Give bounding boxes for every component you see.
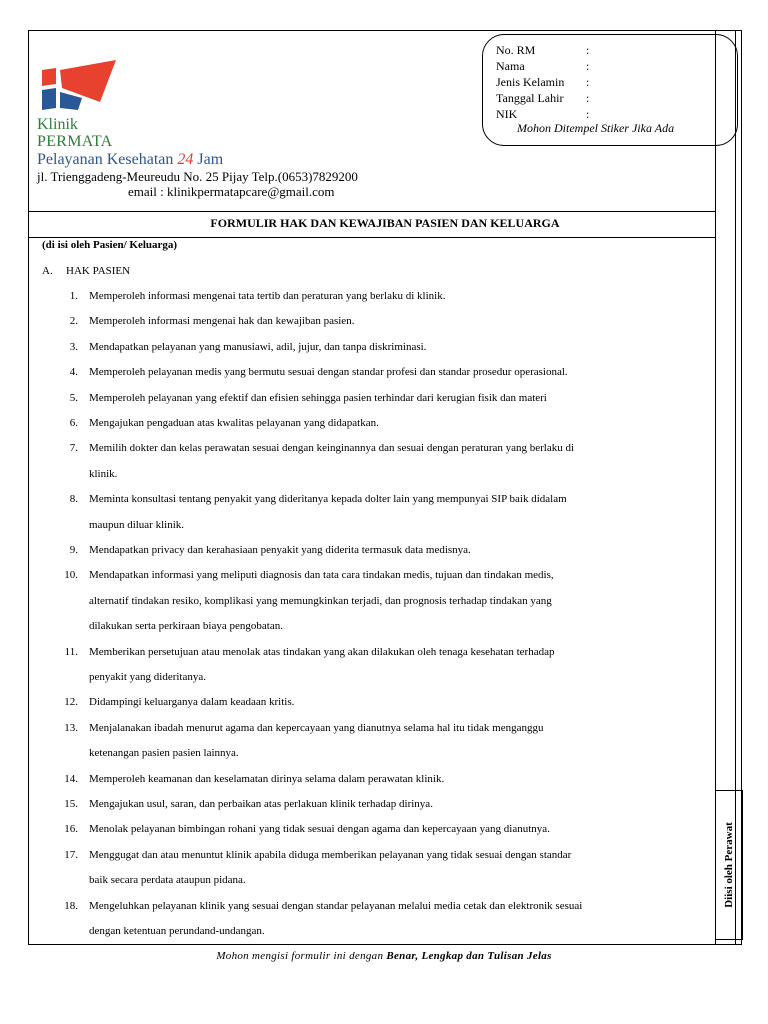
right-item-number: 17. [64, 848, 78, 861]
right-item-text: Mendapatkan privacy dan kerahasiaan penyakit yang diderita termasuk data medisnya. [89, 544, 471, 556]
brand-klinik: Klinik [37, 116, 78, 133]
right-item-text: dengan ketentuan perundand-undangan. [89, 925, 265, 937]
right-item-text: Mengajukan pengaduan atas kwalitas pelayanan yang didapatkan. [89, 417, 379, 429]
right-item-number: 10. [64, 569, 78, 582]
right-item-number: 14. [64, 772, 78, 785]
clinic-logo-icon [38, 58, 120, 118]
right-item-number: 6. [69, 417, 78, 429]
right-item-text: Memperoleh keamanan dan keselamatan dirinya selama dalam perawatan klinik. [89, 772, 445, 785]
right-item-text: Menolak pelayanan bimbingan rohani yang tidak sesuai dengan agama dan kepercayaan yang dianutnya. [89, 823, 550, 836]
field-nik[interactable]: NIK : [496, 107, 590, 121]
footer-note [0, 950, 768, 962]
right-item-number: 9. [69, 544, 78, 556]
right-item-text: Didampingi keluarganya dalam keadaan kritis. [89, 696, 295, 709]
field-tanggal-lahir[interactable]: Tanggal Lahir : [496, 91, 590, 105]
right-item-text: maupun diluar klinik. [89, 518, 185, 531]
right-item-text: Memberikan persetujuan atau menolak atas tindakan yang akan dilakukan oleh tenaga kesehatan terhadap [89, 645, 555, 658]
tagline-post: Jam [193, 151, 224, 168]
nurse-side-label: Diisi oleh Perawat [723, 822, 735, 908]
tagline-pre: Pelayanan Kesehatan [37, 151, 178, 168]
clinic-email: email : klinikpermatapcare@gmail.com [128, 184, 335, 199]
right-item-text: Menjalanakan ibadah menurut agama dan kepercayaan yang dianutnya selama hal itu tidak menganggu [89, 721, 544, 734]
right-item-number: 16. [64, 823, 78, 836]
right-item-text: Menggugat dan atau menuntut klinik apabila diduga memberikan pelayanan yang tidak sesuai dengan standar [89, 848, 572, 861]
right-item-number: 8. [69, 493, 78, 506]
right-item-text: Memilih dokter dan kelas perawatan sesuai dengan keinginannya dan sesuai dengan peraturan yang berlaku di [89, 442, 575, 455]
title-divider [28, 237, 715, 238]
right-item-number: 15. [64, 798, 78, 810]
section-title: HAK PASIEN [66, 265, 131, 277]
right-item-number: 2. [69, 315, 78, 328]
right-item-text: dilakukan serta perkiraan biaya pengobatan. [89, 620, 283, 633]
field-jenis-kelamin[interactable]: Jenis Kelamin : [496, 75, 590, 89]
tagline-hours: 24 [177, 151, 194, 168]
right-item-number: 11. [64, 645, 78, 658]
brand-name: PERMATA [37, 133, 113, 150]
right-item-number: 12. [64, 696, 78, 709]
right-item-number: 18. [64, 899, 78, 912]
right-item-text: klinik. [89, 467, 118, 480]
right-item-number: 4. [69, 366, 78, 379]
form-subtitle: (di isi oleh Pasien/ Keluarga) [42, 239, 178, 251]
right-item-number: 7. [69, 442, 78, 455]
section-letter: A. [42, 265, 53, 277]
right-item-text: Memperoleh informasi mengenai tata tertib dan peraturan yang berlaku di klinik. [89, 290, 446, 302]
right-item-text: baik secara perdata ataupun pidana. [89, 874, 246, 887]
right-item-number: 13. [64, 721, 78, 734]
right-item-text: penyakit yang dideritanya. [89, 671, 206, 683]
right-item-text: Mendapatkan pelayanan yang manusiawi, adil, jujur, dan tanpa diskriminasi. [89, 340, 427, 353]
form-title: FORMULIR HAK DAN KEWAJIBAN PASIEN DAN KELUARGA [210, 216, 560, 230]
right-item-text: ketenangan pasien pasien lainnya. [89, 747, 239, 760]
right-item-text: Mengeluhkan pelayanan klinik yang sesuai dengan standar pelayanan melalui media cetak dan elektronik sesuai [89, 899, 583, 912]
field-no-rm[interactable]: No. RM : [496, 43, 590, 57]
brand-tagline [37, 151, 223, 169]
footer-emphasis: Benar, Lengkap dan Tulisan Jelas [386, 950, 552, 962]
right-item-text: Memperoleh pelayanan medis yang bermutu sesuai dengan standar profesi dan standar prosedur operasional. [89, 366, 568, 379]
right-item-text: alternatif tindakan resiko, komplikasi yang memungkinkan terjadi, dan prognosis terhadap tindakan yang [89, 594, 552, 607]
right-item-number: 3. [69, 340, 78, 353]
right-item-text: Memperoleh informasi mengenai hak dan kewajiban pasien. [89, 315, 355, 328]
right-item-number: 5. [69, 391, 78, 404]
right-item-text: Memperoleh pelayanan yang efektif dan efisien sehingga pasien terhindar dari kerugian fisik dan materi [89, 391, 547, 404]
right-item-number: 1. [69, 290, 78, 302]
sticker-note: Mohon Ditempel Stiker Jika Ada [517, 121, 675, 135]
section-heading [42, 265, 130, 277]
clinic-address: jl. Trienggadeng-Meureudu No. 25 Pijay Telp.(0653)7829200 [37, 169, 358, 184]
field-nama[interactable]: Nama : [496, 59, 590, 73]
right-item-text: Mengajukan usul, saran, dan perbaikan atas perlakuan klinik terhadap dirinya. [89, 798, 433, 810]
footer-pre: Mohon mengisi formulir ini dengan [216, 950, 387, 962]
right-item-text: Meminta konsultasi tentang penyakit yang dideritanya kepada dolter lain yang mempunyai SIP baik didalam [89, 493, 567, 506]
header-divider [28, 211, 715, 212]
right-item-text: Mendapatkan informasi yang meliputi diagnosis dan tata cara tindakan medis, tujuan dan tindakan medis, [89, 569, 554, 582]
